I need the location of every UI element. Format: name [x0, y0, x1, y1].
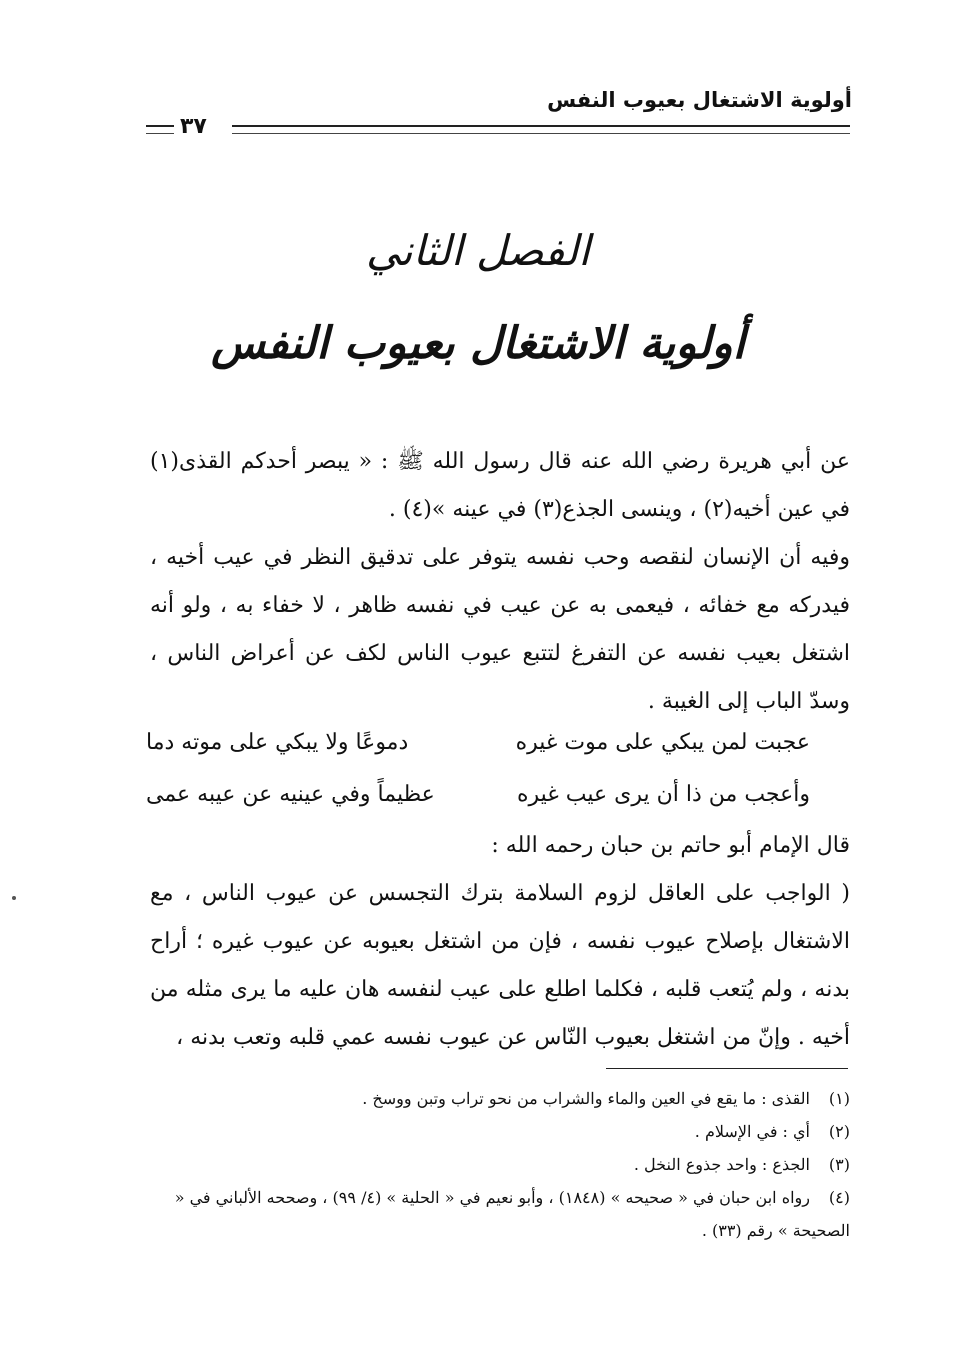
footnote: [146, 1148, 850, 1181]
verse-hemistich: دموعًا ولا يبكي على موته دما: [146, 730, 409, 755]
verse-hemistich: عجبت لمن يبكي على موت غيره: [515, 730, 810, 755]
body-text: [150, 438, 850, 726]
header-rule-short: [146, 125, 174, 134]
footnote-number: (٤): [828, 1188, 850, 1207]
running-title: أولوية الاشتغال بعيوب النفس: [547, 88, 852, 112]
scan-speck: [12, 896, 16, 900]
footnote-text: أي : في الإسلام .: [694, 1122, 810, 1141]
footnote-text: القذى : ما يقع في العين والماء والشراب من نحو تراب وتبن ووسخ .: [362, 1089, 810, 1108]
page-number: ٣٧: [180, 114, 207, 139]
hadith-paragraph: عن أبي هريرة رضي الله عنه قال رسول الله ﷺ : « يبصر أحدكم القذى(١) في عين أخيه(٢) ، وينسى الجذع(٣) في عينه »(٤) .: [150, 449, 850, 522]
footnotes: [146, 1082, 850, 1247]
verse-hemistich: عظيماً وفي عينيه عن عيبه عمى: [146, 782, 435, 807]
chapter-title: الفصل الثاني: [366, 226, 590, 275]
header-rule: [232, 125, 850, 134]
footnote: [146, 1082, 850, 1115]
footnote-number: (٣): [828, 1155, 850, 1174]
verse-line: [146, 782, 810, 812]
chapter-subtitle: أولوية الاشتغال بعيوب النفس: [211, 318, 745, 369]
footnote-rule: [606, 1068, 848, 1069]
quote-paragraph: ( الواجب على العاقل لزوم السلامة بترك التجسس عن عيوب الناس ، مع الاشتغال بإصلاح عيوب نفسه ، فإن من اشتغل بعيوبه عن عيوب غيره ؛ أراح بدنه ، ولم يُتعب قلبه ، فكلما اطلع على عيب لنفسه هان عليه ما يرى مثله من أخيه . وإنّ من اشتغل بعيوب النّاس عن عيوب نفسه عمي قلبه وتعب بدنه ،: [150, 881, 850, 1050]
footnote: [146, 1181, 850, 1247]
footnote: [146, 1115, 850, 1148]
body-text-continued: [150, 822, 850, 1062]
footnote-number: (١): [828, 1089, 850, 1108]
footnote-text: الجذع : واحد جذوع النخل .: [633, 1155, 810, 1174]
verse-hemistich: وأعجب من ذا أن يرى عيب غيره: [517, 782, 810, 807]
attribution-paragraph: قال الإمام أبو حاتم بن حبان رحمه الله :: [491, 833, 850, 858]
commentary-paragraph: وفيه أن الإنسان لنقصه وحب نفسه يتوفر على تدقيق النظر في عيب أخيه ، فيدركه مع خفائه ، فيعمى به عن عيب في نفسه ظاهر ، لا خفاء به ، ولو أنه اشتغل بعيب نفسه عن التفرغ لتتبع عيوب الناس لكف عن أعراض الناس ، وسدّ الباب إلى الغيبة .: [150, 545, 850, 714]
verse-line: [146, 730, 810, 760]
footnote-text: رواه ابن حبان في « صحيحه » (١٨٤٨) ، وأبو نعيم في « الحلية » (٤/ ٩٩) ، وصححه الألباني في « الصحيحة » رقم (٣٣) .: [174, 1188, 850, 1240]
footnote-number: (٢): [828, 1122, 850, 1141]
